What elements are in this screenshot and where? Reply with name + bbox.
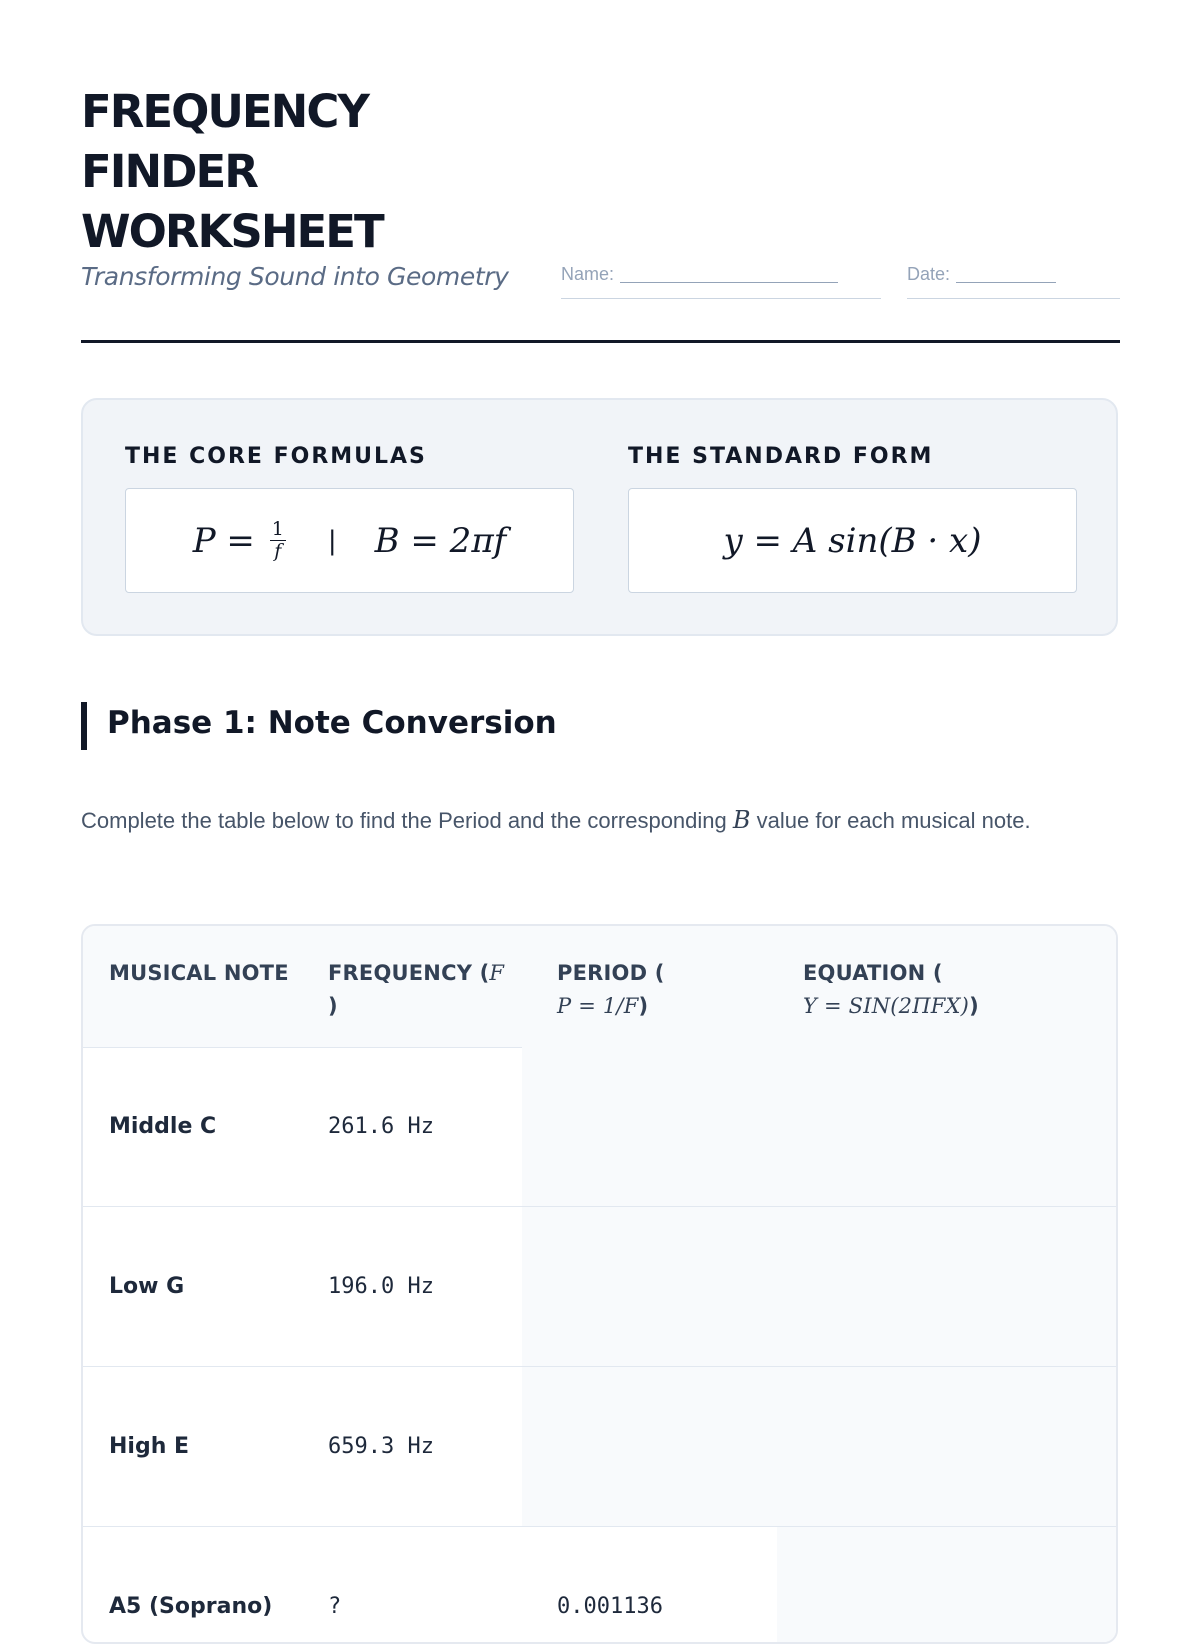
frequency-cell: 659.3 Hz	[328, 1434, 434, 1459]
header-divider	[81, 340, 1120, 343]
name-field[interactable]	[561, 264, 881, 299]
note-cell: Low G	[109, 1274, 185, 1299]
header-frequency-label: FREQUENCY (	[328, 961, 490, 985]
table-row	[83, 1047, 1116, 1207]
fraction-denominator: f	[274, 540, 282, 562]
instruction-text: value for each musical note.	[750, 808, 1031, 833]
date-field[interactable]	[907, 264, 1120, 299]
formula-separator: |	[327, 525, 337, 556]
core-formulas-title: THE CORE FORMULAS	[125, 444, 427, 469]
standard-form-title: THE STANDARD FORM	[628, 444, 934, 469]
frequency-cell: 261.6 Hz	[328, 1114, 434, 1139]
fraction-numerator: 1	[271, 518, 284, 540]
header-period-close: )	[638, 994, 649, 1018]
header-musical-note: MUSICAL NOTE	[109, 961, 289, 985]
answer-area[interactable]	[777, 1527, 1116, 1644]
header-equation	[803, 957, 1103, 1023]
note-cell: A5 (Soprano)	[109, 1594, 273, 1619]
frequency-cell: 196.0 Hz	[328, 1274, 434, 1299]
note-cell: High E	[109, 1434, 190, 1459]
worksheet-title	[81, 82, 561, 262]
b-formula: B = 2πf	[374, 520, 507, 561]
standard-form-equation: y = A sin(B · x)	[723, 520, 982, 561]
table-row	[83, 1367, 1116, 1527]
title-line: FINDER	[81, 145, 257, 198]
instruction-variable: B	[732, 806, 751, 834]
section-instructions	[81, 804, 1120, 837]
header-frequency	[328, 957, 518, 1023]
title-line: FREQUENCY	[81, 85, 368, 138]
section-accent-bar	[81, 702, 87, 750]
note-conversion-table	[81, 924, 1118, 1644]
note-cell: Middle C	[109, 1114, 217, 1139]
worksheet-subtitle: Transforming Sound into Geometry	[81, 262, 509, 291]
standard-form-box	[628, 488, 1077, 593]
formula-panel	[81, 398, 1118, 636]
header-period	[557, 957, 777, 1023]
instruction-text: Complete the table below to find the Period and the corresponding	[81, 808, 733, 833]
date-blank[interactable]	[956, 264, 1056, 283]
core-formulas-box	[125, 488, 574, 593]
answer-area[interactable]	[522, 1207, 1116, 1366]
equals-sign: =	[215, 520, 266, 561]
header-period-label: PERIOD (	[557, 961, 665, 985]
answer-area[interactable]	[522, 1367, 1116, 1526]
table-header	[83, 926, 1116, 1048]
header-equation-expression: Y = SIN(2ΠFX)	[803, 994, 970, 1018]
section-title: Phase 1: Note Conversion	[107, 705, 557, 741]
header-period-expression: P = 1/F	[557, 994, 639, 1018]
header-equation-label: EQUATION (	[803, 961, 943, 985]
period-fraction	[270, 519, 286, 562]
header-frequency-variable: F	[489, 961, 505, 985]
answer-area[interactable]	[522, 1047, 1116, 1206]
title-line: WORKSHEET	[81, 205, 383, 258]
period-variable: P	[192, 520, 216, 561]
period-cell: 0.001136	[557, 1594, 663, 1619]
frequency-cell: ?	[328, 1594, 342, 1619]
table-row	[83, 1207, 1116, 1367]
table-row	[83, 1527, 1116, 1644]
name-blank[interactable]	[620, 264, 838, 283]
date-label: Date:	[907, 264, 951, 284]
name-label: Name:	[561, 264, 615, 284]
header-equation-close: )	[969, 994, 979, 1018]
header-frequency-close: )	[328, 994, 338, 1018]
